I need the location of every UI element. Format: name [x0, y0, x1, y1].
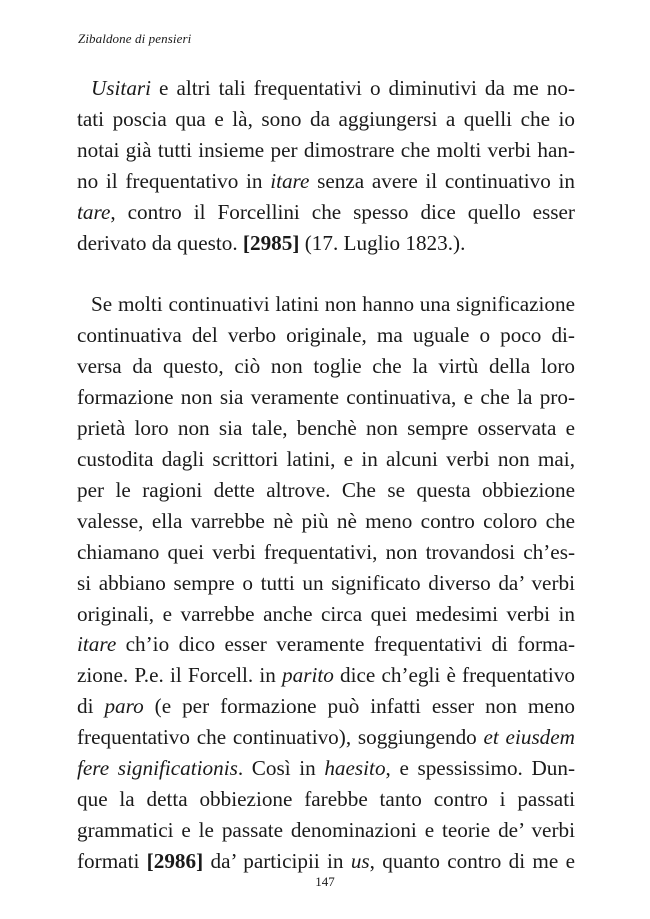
text-line — [77, 228, 575, 259]
text-line: grammatici e le passate denominazioni e teorie de’ verbi — [77, 817, 575, 842]
running-title: Zibaldone di pensieri — [78, 31, 192, 46]
manuscript-page-ref: [2985] — [242, 230, 300, 255]
text-line: formazione non sia veramente continuativa, e che la pro- — [77, 385, 575, 410]
text-line: originali, e varrebbe anche circa quei medesimi verbi in — [77, 601, 575, 626]
text-line: notai già tutti insieme per dimostrare che molti verbi han- — [77, 137, 575, 162]
italic-term: paro — [104, 694, 144, 719]
text-line: que la detta obbiezione farebbe tanto contro i passati — [77, 786, 575, 811]
italic-term: fere significationis — [77, 756, 238, 781]
line-text: frequentativo che continuativo), soggiungendo — [77, 725, 484, 750]
line-text: di — [77, 694, 105, 719]
italic-term: et eiusdem — [483, 725, 575, 750]
line-text: formati — [77, 848, 147, 873]
text-line: per le ragioni dette altrove. Che se questa obbiezione — [77, 477, 575, 502]
text-line — [77, 197, 575, 228]
line-text: senza avere il continuativo in — [309, 168, 575, 193]
italic-term: Usitari — [91, 76, 152, 100]
italic-term: itare — [270, 168, 310, 193]
italic-term: parito — [282, 663, 334, 688]
italic-term: tare — [77, 199, 111, 224]
text-line: versa da questo, ciò non toglie che la virtù della loro — [77, 354, 575, 379]
text-line: chiamano quei verbi frequentativi, non trovandosi ch’es- — [77, 539, 575, 564]
italic-term: us — [350, 848, 370, 873]
text-line — [77, 73, 575, 104]
page-number: 147 — [315, 874, 335, 889]
text-line: tati poscia qua e là, sono da aggiungersi a quelli che io — [77, 106, 575, 131]
line-text: ch’io dico esser veramente frequentativi di forma- — [116, 632, 575, 657]
text-line — [77, 722, 575, 753]
text-line: si abbiano sempre o tutti un significato diverso da’ verbi — [77, 570, 575, 595]
line-text: zione. P.e. il Forcell. in — [77, 663, 283, 688]
line-text: e altri tali frequentativi o diminutivi da me no- — [151, 76, 575, 100]
date-text: (17. Luglio 1823.). — [299, 230, 466, 255]
text-line — [77, 660, 575, 691]
text-line — [77, 753, 575, 784]
line-text: . Così in — [237, 756, 325, 781]
italic-term: haesito — [324, 756, 386, 781]
line-text: , contro il Forcellini che spesso dice quello esser — [110, 199, 575, 224]
text-line: continuativa del verbo originale, ma uguale o poco di- — [77, 323, 575, 348]
text-line — [77, 846, 575, 877]
manuscript-page-ref: [2986] — [146, 848, 204, 873]
paragraph-1 — [77, 73, 575, 258]
line-text: , e spessissimo. Dun- — [385, 756, 575, 781]
line-text: , quanto contro di me e — [369, 848, 575, 873]
line-text: derivato da questo. — [77, 230, 243, 255]
line-text: da’ participii in — [203, 848, 351, 873]
italic-term: itare — [77, 632, 117, 657]
line-text: no il frequentativo in — [77, 168, 271, 193]
line-text: (e per formazione può infatti esser non meno — [143, 694, 575, 719]
paragraph-2 — [77, 289, 575, 876]
line-text: dice ch’egli è frequentativo — [333, 663, 575, 688]
text-line: Se molti continuativi latini non hanno una significazione — [91, 292, 575, 317]
text-line — [77, 629, 575, 660]
text-line: custodita dagli scrittori latini, e in alcuni verbi non mai, — [77, 446, 575, 471]
body-text — [77, 73, 575, 877]
text-line: prietà loro non sia tale, benchè non sempre osservata e — [77, 416, 575, 441]
paragraph-gap — [77, 258, 575, 289]
text-line: valesse, ella varrebbe nè più nè meno contro coloro che — [77, 508, 575, 533]
text-line — [77, 691, 575, 722]
text-line — [77, 166, 575, 197]
